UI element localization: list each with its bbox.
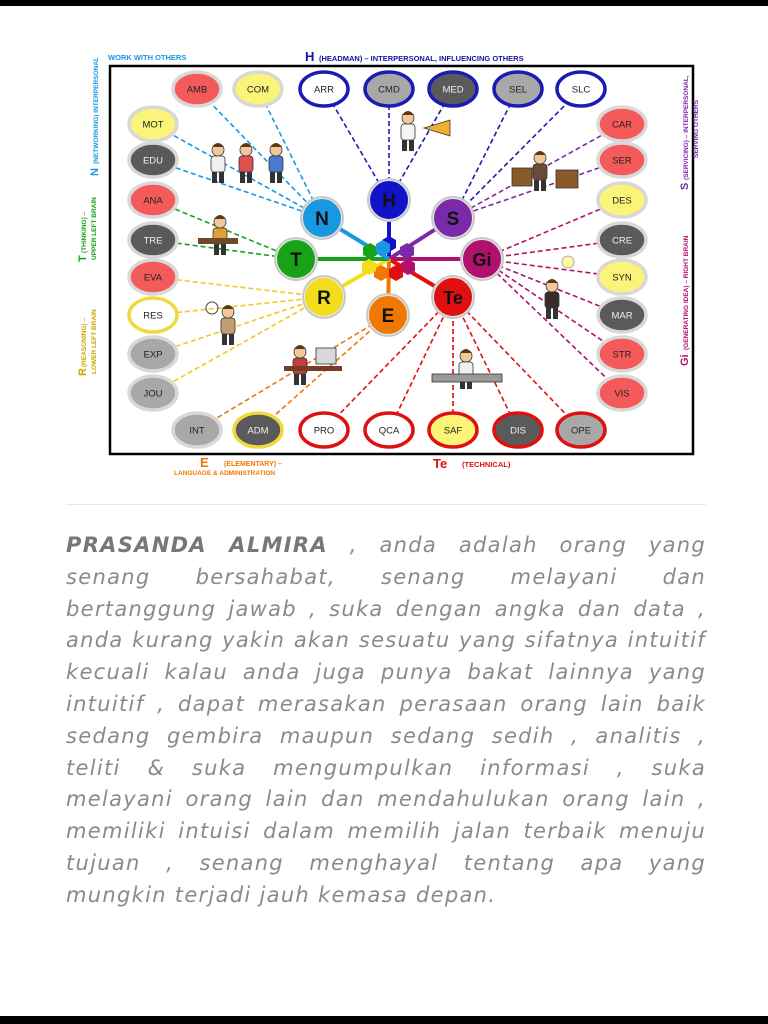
center-letter: E — [381, 306, 395, 327]
label-gi-text: (GENERATING IDEA) – RIGHT BRAIN — [683, 235, 690, 350]
center-circle-te — [431, 275, 475, 319]
outer-circle-code: SLC — [571, 84, 591, 96]
desk — [198, 238, 238, 244]
center-letter: H — [382, 191, 396, 212]
outer-circle-tre — [129, 223, 177, 257]
center-letter: N — [315, 209, 329, 230]
outer-circle-code: INT — [189, 425, 205, 437]
outer-circle-ope — [557, 413, 605, 447]
center-letter: Te — [443, 288, 463, 308]
outer-circle-res — [129, 298, 177, 332]
outer-circle-qca — [365, 413, 413, 447]
center-circle-r — [302, 275, 346, 319]
talent-mapping-diagram — [0, 0, 768, 500]
article-body: , anda adalah orang yang senang bersahabat, senang melayani dan bertanggung jawab , suka dengan angka dan data , anda kurang yakin akan sesuatu yang sifatnya intuitif kecuali kalau anda juga punya bakat lainnya yang intuitif , dapat merasakan perasaan orang lain baik sedang gembira maupun sedang sedih , analitis , teliti & suka mengumpulkan informasi , suka melayani orang lain dan mendahulukan orang lain , memiliki intuisi dalam memilih jalan terbaik menuju tujuan , senang menghayal tentang apa yang mungkin terjadi jauh kemasa depan. — [66, 533, 707, 907]
outer-circle-cre — [598, 223, 646, 257]
outer-circle-adm — [234, 413, 282, 447]
outer-circle-code: PRO — [313, 425, 335, 437]
outer-circle-ser — [598, 143, 646, 177]
article-name: PRASANDA ALMIRA — [66, 533, 328, 557]
label-te-text: (TECHNICAL) — [462, 460, 511, 469]
center-letter: Gi — [472, 250, 492, 270]
outer-circle-amb — [173, 72, 221, 106]
outer-circle-mot — [129, 107, 177, 141]
outer-circle-code: ADM — [247, 425, 269, 437]
suitcase — [556, 170, 578, 188]
label-r-letter: R — [77, 368, 89, 376]
label-s-sub: SERVING OTHERS — [693, 99, 700, 158]
label-s-text: (SERVICING) – INTERPERSONAL, — [683, 75, 690, 180]
center-circle-t — [274, 237, 318, 281]
label-r-sub: LOWER LEFT BRAIN — [91, 309, 98, 374]
center-circle-h — [367, 178, 411, 222]
outer-circle-cmd — [365, 72, 413, 106]
label-h-letter: H — [305, 49, 315, 64]
outer-circle-edu — [129, 143, 177, 177]
outer-circle-code: OPE — [570, 425, 592, 437]
center-letter: R — [317, 288, 331, 309]
label-r-text: (REASONING) – — [81, 317, 88, 367]
lightbulb — [562, 256, 574, 268]
label-work-with-others: WORK WITH OTHERS — [108, 53, 187, 62]
outer-circle-code: STR — [612, 349, 632, 361]
outer-circle-code: DIS — [510, 425, 526, 437]
outer-circle-code: CAR — [611, 119, 633, 131]
center-circle-e — [366, 293, 410, 337]
outer-circle-vis — [598, 376, 646, 410]
label-gi-letter: Gi — [679, 354, 691, 366]
outer-circle-arr — [300, 72, 348, 106]
outer-circle-ana — [129, 183, 177, 217]
outer-circle-code: RES — [143, 310, 163, 322]
outer-circle-code: SER — [612, 155, 632, 167]
outer-circle-code: COM — [246, 84, 270, 96]
outer-circle-des — [598, 183, 646, 217]
computer-monitor — [316, 348, 336, 364]
outer-circle-code: MOT — [142, 119, 164, 131]
outer-circle-code: SEL — [509, 84, 527, 96]
outer-circle-code: CRE — [611, 235, 633, 247]
outer-circle-dis — [494, 413, 542, 447]
center-circle-s — [431, 196, 475, 240]
label-h-text: (HEADMAN) – INTERPERSONAL, INFLUENCING OTHERS — [319, 54, 524, 63]
outer-circle-code: JOU — [143, 388, 163, 400]
center-letter: S — [446, 209, 460, 230]
outer-circle-code: EDU — [142, 155, 164, 167]
center-circle-n — [300, 196, 344, 240]
label-te-letter: Te — [433, 456, 448, 471]
label-e-text: (ELEMENTARY) – — [224, 461, 282, 468]
outer-circle-eva — [129, 260, 177, 294]
outer-circle-code: TRE — [143, 235, 163, 247]
outer-circle-code: ARR — [313, 84, 335, 96]
outer-circle-code: DES — [612, 195, 632, 207]
section-divider — [66, 504, 706, 505]
outer-circle-com — [234, 72, 282, 106]
article-text — [66, 530, 706, 912]
label-n-letter: N — [89, 168, 101, 176]
outer-circle-med — [429, 72, 477, 106]
outer-circle-mar — [598, 298, 646, 332]
outer-circle-car — [598, 107, 646, 141]
outer-circle-code: AMB — [186, 84, 208, 96]
outer-circle-syn — [598, 260, 646, 294]
label-e-sub: LANGUAGE & ADMINISTRATION — [174, 470, 276, 477]
suitcase — [512, 168, 532, 186]
outer-circle-code: VIS — [614, 388, 630, 400]
bottom-bar — [0, 1016, 768, 1024]
outer-circle-code: MAR — [611, 310, 633, 322]
label-t-sub: UPPER LEFT BRAIN — [91, 197, 98, 260]
center-circle-gi — [460, 237, 504, 281]
outer-circle-code: SAF — [443, 425, 463, 437]
label-e-letter: E — [200, 455, 209, 470]
computer-desk — [284, 366, 342, 371]
outer-circle-saf — [429, 413, 477, 447]
outer-circle-str — [598, 337, 646, 371]
outer-circle-slc — [557, 72, 605, 106]
outer-circle-exp — [129, 337, 177, 371]
outer-circle-code: EXP — [143, 349, 163, 361]
outer-circle-code: EVA — [143, 272, 163, 284]
outer-circle-code: QCA — [378, 425, 400, 437]
label-s-letter: S — [679, 182, 691, 190]
outer-circle-code: MED — [442, 84, 464, 96]
workbench — [432, 374, 502, 382]
outer-circle-int — [173, 413, 221, 447]
label-t-letter: T — [77, 255, 89, 262]
outer-circle-pro — [300, 413, 348, 447]
outer-circle-jou — [129, 376, 177, 410]
outer-circle-code: ANA — [143, 195, 163, 207]
outer-circle-sel — [494, 72, 542, 106]
label-t-text: (THINKING) – — [81, 211, 88, 253]
label-n-text: (NETWORKING) INTERPERSONAL — [93, 57, 100, 164]
outer-circle-code: SYN — [612, 272, 632, 284]
center-letter: T — [290, 250, 302, 271]
outer-circle-code: CMD — [378, 84, 400, 96]
